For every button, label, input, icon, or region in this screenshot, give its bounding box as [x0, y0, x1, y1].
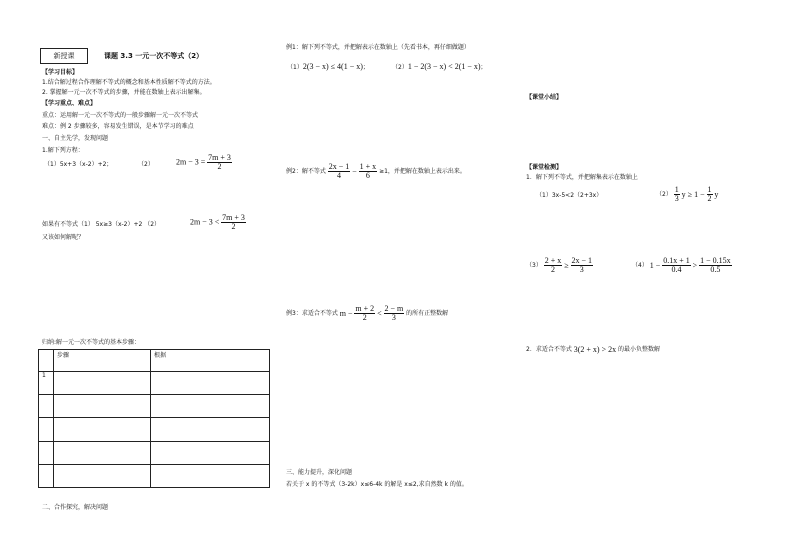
fraction-numerator: 1 + x — [359, 162, 377, 171]
test-1b-number: （2） — [656, 190, 672, 198]
example-3-operator: < — [377, 308, 382, 318]
table-cell: 1 — [39, 372, 54, 395]
question-2-inequality — [190, 214, 246, 232]
example-1b-inequality: 1 − 2(3 − x) < 2(1 − x) — [407, 62, 481, 71]
fraction-numerator: m + 2 — [355, 304, 375, 313]
table-cell — [39, 395, 54, 418]
fraction-denominator: 3 — [674, 194, 679, 204]
key-heading: 【学习重点、难点】 — [42, 100, 97, 107]
example-1b — [392, 63, 487, 71]
fraction-numerator: 7m + 3 — [222, 213, 245, 222]
table-row — [39, 395, 270, 418]
example-2-fraction-1 — [328, 163, 351, 181]
fraction-numerator: 2x − 1 — [328, 162, 350, 171]
table-cell[interactable] — [151, 418, 270, 442]
example-2 — [286, 163, 466, 181]
goal-2: 2. 掌握解一元一次不等式的步骤，并能在数轴上表示出解集。 — [42, 89, 206, 96]
test-1b — [656, 186, 718, 204]
fraction-denominator: 6 — [365, 171, 370, 181]
example-3-m: m − — [339, 308, 353, 318]
difficult-point: 难点：例 2 步骤较多，容易发生错误，是本节学习的难点 — [42, 123, 194, 130]
separator: ； — [362, 64, 369, 71]
class-test-heading: 【课堂检测】 — [526, 164, 563, 171]
question-1b-number: （2） — [138, 161, 154, 168]
question-2-tail: 又该如何解呢？ — [42, 234, 85, 241]
fraction-denominator: 3 — [579, 265, 584, 275]
example-3-fraction-1 — [354, 305, 375, 323]
table-cell — [39, 418, 54, 442]
example-2-prefix: 例2：解不等式 — [286, 167, 326, 175]
table-cell — [39, 465, 54, 488]
inequality-fraction — [221, 214, 246, 232]
test-1d — [632, 257, 732, 275]
question-1: 1.解下列方程： — [42, 147, 84, 154]
table-cell — [39, 442, 54, 465]
fraction-denominator: 0.4 — [671, 265, 682, 275]
test-1c — [526, 257, 593, 275]
table-cell[interactable] — [54, 372, 151, 395]
table-cell[interactable] — [54, 465, 151, 488]
key-point: 重点：运用解一元一次不等式的一般步骤解一元一次不等式 — [42, 112, 199, 119]
example-2-operator: − — [352, 166, 357, 176]
table-header-basis: 根据 — [151, 350, 270, 372]
table-row — [39, 418, 270, 442]
table-cell[interactable] — [151, 372, 270, 395]
test-1a: （1）3x-5<2（2+3x） — [536, 192, 603, 199]
separator: ； — [480, 64, 487, 71]
table-row — [39, 442, 270, 465]
table-cell[interactable] — [151, 442, 270, 465]
example-3-fraction-2 — [384, 305, 405, 323]
test-1-text: 1．解下列不等式，并把解集表示在数轴上 — [526, 174, 638, 181]
example-3 — [286, 305, 448, 323]
lesson-title: 课题 3.3 一元一次不等式（2） — [104, 52, 204, 60]
test-2-suffix: 的最小负整数解 — [618, 346, 661, 353]
fraction-numerator: 1 — [674, 185, 679, 194]
test-1d-fraction-1 — [662, 257, 691, 275]
test-1b-fraction-1 — [674, 186, 680, 204]
fraction-numerator: 2x − 1 — [571, 256, 593, 265]
lesson-type-label: 新授课 — [53, 52, 75, 60]
test-2-inequality: 3(2 + x) > 2x — [573, 345, 617, 354]
test-1b-fraction-2 — [707, 186, 713, 204]
fraction-numerator: 1 — [707, 185, 712, 194]
table-header-steps: 步骤 — [54, 350, 151, 372]
steps-table — [38, 349, 270, 488]
fraction-numerator: 2 − m — [384, 304, 404, 313]
example-1-text: 例1：解下列不等式，并把解表示在数轴上（先看书本，再仔细做题） — [286, 44, 470, 51]
fraction-denominator: 2 — [362, 313, 367, 323]
question-2-text: 如果有不等式（1） 5x≥3（x-2）+2 （2） — [42, 221, 161, 228]
table-cell[interactable] — [151, 465, 270, 488]
example-1a-number: （1） — [287, 64, 303, 71]
example-2-suffix: ≥1，并把解在数轴上表示出来。 — [379, 167, 466, 175]
test-1b-middle: y ≥ 1 − — [681, 189, 705, 199]
example-1b-number: （2） — [392, 64, 408, 71]
section-2-heading: 二、合作探究，解决问题 — [42, 504, 109, 511]
table-cell[interactable] — [54, 395, 151, 418]
test-1c-fraction-1 — [544, 257, 563, 275]
test-1c-fraction-2 — [571, 257, 594, 275]
test-1d-fraction-2 — [699, 257, 732, 275]
example-3-suffix: 的所有正整数解 — [406, 309, 449, 317]
fraction-numerator: 0.1x + 1 — [663, 256, 690, 265]
table-row — [39, 465, 270, 488]
fraction-denominator: 2 — [217, 162, 222, 172]
lesson-type-tag — [40, 48, 88, 64]
example-3-prefix: 例3：求适合不等式 — [286, 309, 338, 317]
example-2-fraction-2 — [359, 163, 378, 181]
question-1a: （1）5x+3（x-2）+2； — [44, 161, 113, 168]
fraction-denominator: 3 — [391, 313, 396, 323]
test-1b-variable: y — [714, 189, 719, 199]
fraction-denominator: 4 — [337, 171, 341, 181]
section-3-question: 若关于 x 的不等式（3-2k）x≤6-4k 的解是 x≤2,求自然数 k 的值。 — [286, 481, 468, 488]
fraction-numerator: 7m + 3 — [208, 153, 231, 162]
example-1a-inequality: 2(3 − x) ≤ 4(1 − x) — [302, 62, 363, 71]
table-header-cell — [39, 350, 54, 372]
summary-steps-heading: 归纳:解一元一次不等式的基本步骤： — [42, 339, 141, 346]
test-1c-operator: ≥ — [564, 260, 569, 270]
table-header-row — [39, 350, 270, 372]
test-2 — [526, 346, 660, 354]
section-1-heading: 一、自主先学，发现问题 — [42, 135, 109, 142]
test-1c-number: （3） — [526, 261, 542, 269]
table-row — [39, 372, 270, 395]
goal-1: 1.结合解过程合作理解不等式的概念和基本性质解不等式的方法。 — [42, 79, 216, 86]
fraction-numerator: 1 − 0.15x — [700, 256, 731, 265]
fraction-numerator: 2 + x — [544, 256, 562, 265]
table-cell[interactable] — [151, 395, 270, 418]
fraction-denominator: 2 — [231, 222, 236, 232]
test-1d-number: （4） — [632, 261, 648, 269]
table-cell[interactable] — [54, 418, 151, 442]
fraction-denominator: 0.5 — [710, 265, 721, 275]
table-cell[interactable] — [54, 442, 151, 465]
fraction-denominator: 2 — [707, 194, 712, 204]
equation-fraction — [207, 154, 232, 172]
question-1b-equation — [176, 154, 232, 172]
test-1d-prefix: 1 − — [649, 260, 661, 270]
goal-heading: 【学习目标】 — [42, 69, 79, 76]
equation-lhs: 2m − 3 = — [176, 157, 206, 167]
test-2-prefix: 2．求适合不等式 — [526, 346, 572, 353]
test-1d-operator: > — [692, 260, 698, 270]
example-1a — [287, 63, 369, 71]
section-3-heading: 三、能力提升，深化问题 — [286, 469, 353, 476]
class-summary-heading: 【课堂小结】 — [526, 94, 563, 101]
fraction-denominator: 2 — [551, 265, 555, 275]
inequality-lhs: 2m − 3 < — [190, 217, 220, 227]
